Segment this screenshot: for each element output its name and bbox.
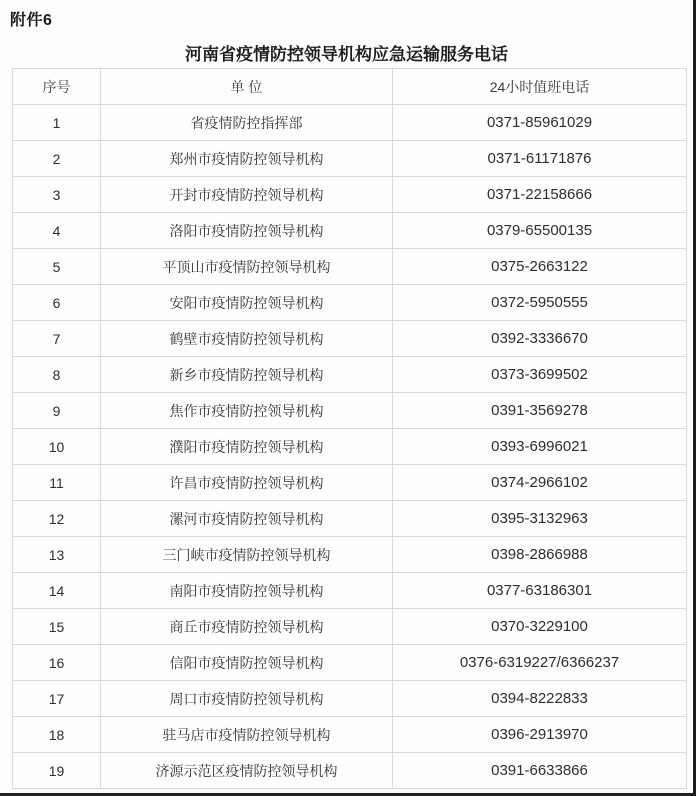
row-number-cell: 15 [13, 609, 101, 645]
unit-cell: 新乡市疫情防控领导机构 [101, 357, 393, 393]
table-row [13, 357, 687, 393]
attachment-label: 附件6 [10, 12, 53, 29]
table-row [13, 141, 687, 177]
row-number-cell: 18 [13, 717, 101, 753]
unit-cell: 济源示范区疫情防控领导机构 [101, 753, 393, 789]
unit-cell: 郑州市疫情防控领导机构 [101, 141, 393, 177]
phone-cell: 0391-3569278 [393, 393, 687, 429]
table-row [13, 249, 687, 285]
unit-cell: 漯河市疫情防控领导机构 [101, 501, 393, 537]
unit-cell: 商丘市疫情防控领导机构 [101, 609, 393, 645]
phone-cell: 0371-85961029 [393, 105, 687, 141]
table-row [13, 393, 687, 429]
row-number-cell: 2 [13, 141, 101, 177]
phone-cell: 0396-2913970 [393, 717, 687, 753]
phone-cell: 0371-22158666 [393, 177, 687, 213]
row-number-cell: 19 [13, 753, 101, 789]
unit-cell: 周口市疫情防控领导机构 [101, 681, 393, 717]
page-title: 河南省疫情防控领导机构应急运输服务电话 [185, 45, 508, 64]
row-number-cell: 10 [13, 429, 101, 465]
table-row [13, 501, 687, 537]
table-row [13, 429, 687, 465]
table-row [13, 285, 687, 321]
table-row [13, 753, 687, 789]
phone-cell: 0394-8222833 [393, 681, 687, 717]
unit-cell: 驻马店市疫情防控领导机构 [101, 717, 393, 753]
table-row [13, 573, 687, 609]
phone-cell: 0393-6996021 [393, 429, 687, 465]
row-number-cell: 9 [13, 393, 101, 429]
unit-cell: 信阳市疫情防控领导机构 [101, 645, 393, 681]
header-unit: 单 位 [101, 69, 393, 105]
phone-table [12, 68, 687, 789]
table-row [13, 321, 687, 357]
row-number-cell: 16 [13, 645, 101, 681]
unit-cell: 鹤壁市疫情防控领导机构 [101, 321, 393, 357]
phone-cell: 0395-3132963 [393, 501, 687, 537]
row-number-cell: 7 [13, 321, 101, 357]
table-row [13, 609, 687, 645]
header-no: 序号 [13, 69, 101, 105]
table-row [13, 105, 687, 141]
unit-cell: 洛阳市疫情防控领导机构 [101, 213, 393, 249]
row-number-cell: 13 [13, 537, 101, 573]
phone-cell: 0392-3336670 [393, 321, 687, 357]
phone-cell: 0377-63186301 [393, 573, 687, 609]
table-row [13, 465, 687, 501]
phone-cell: 0371-61171876 [393, 141, 687, 177]
phone-cell: 0372-5950555 [393, 285, 687, 321]
phone-cell: 0398-2866988 [393, 537, 687, 573]
phone-cell: 0375-2663122 [393, 249, 687, 285]
phone-cell: 0376-6319227/6366237 [393, 645, 687, 681]
table-row [13, 717, 687, 753]
unit-cell: 南阳市疫情防控领导机构 [101, 573, 393, 609]
unit-cell: 三门峡市疫情防控领导机构 [101, 537, 393, 573]
table-body [13, 105, 687, 789]
table-header-row [13, 69, 687, 105]
phone-cell: 0391-6633866 [393, 753, 687, 789]
table-row [13, 645, 687, 681]
row-number-cell: 11 [13, 465, 101, 501]
row-number-cell: 5 [13, 249, 101, 285]
row-number-cell: 4 [13, 213, 101, 249]
row-number-cell: 3 [13, 177, 101, 213]
unit-cell: 开封市疫情防控领导机构 [101, 177, 393, 213]
row-number-cell: 14 [13, 573, 101, 609]
table-row [13, 537, 687, 573]
unit-cell: 焦作市疫情防控领导机构 [101, 393, 393, 429]
unit-cell: 濮阳市疫情防控领导机构 [101, 429, 393, 465]
phone-cell: 0379-65500135 [393, 213, 687, 249]
row-number-cell: 12 [13, 501, 101, 537]
unit-cell: 平顶山市疫情防控领导机构 [101, 249, 393, 285]
unit-cell: 安阳市疫情防控领导机构 [101, 285, 393, 321]
table-row [13, 681, 687, 717]
unit-cell: 许昌市疫情防控领导机构 [101, 465, 393, 501]
unit-cell: 省疫情防控指挥部 [101, 105, 393, 141]
phone-cell: 0373-3699502 [393, 357, 687, 393]
table-row [13, 213, 687, 249]
row-number-cell: 8 [13, 357, 101, 393]
row-number-cell: 1 [13, 105, 101, 141]
phone-cell: 0370-3229100 [393, 609, 687, 645]
header-phone: 24小时值班电话 [393, 69, 687, 105]
row-number-cell: 17 [13, 681, 101, 717]
table-row [13, 177, 687, 213]
row-number-cell: 6 [13, 285, 101, 321]
phone-cell: 0374-2966102 [393, 465, 687, 501]
